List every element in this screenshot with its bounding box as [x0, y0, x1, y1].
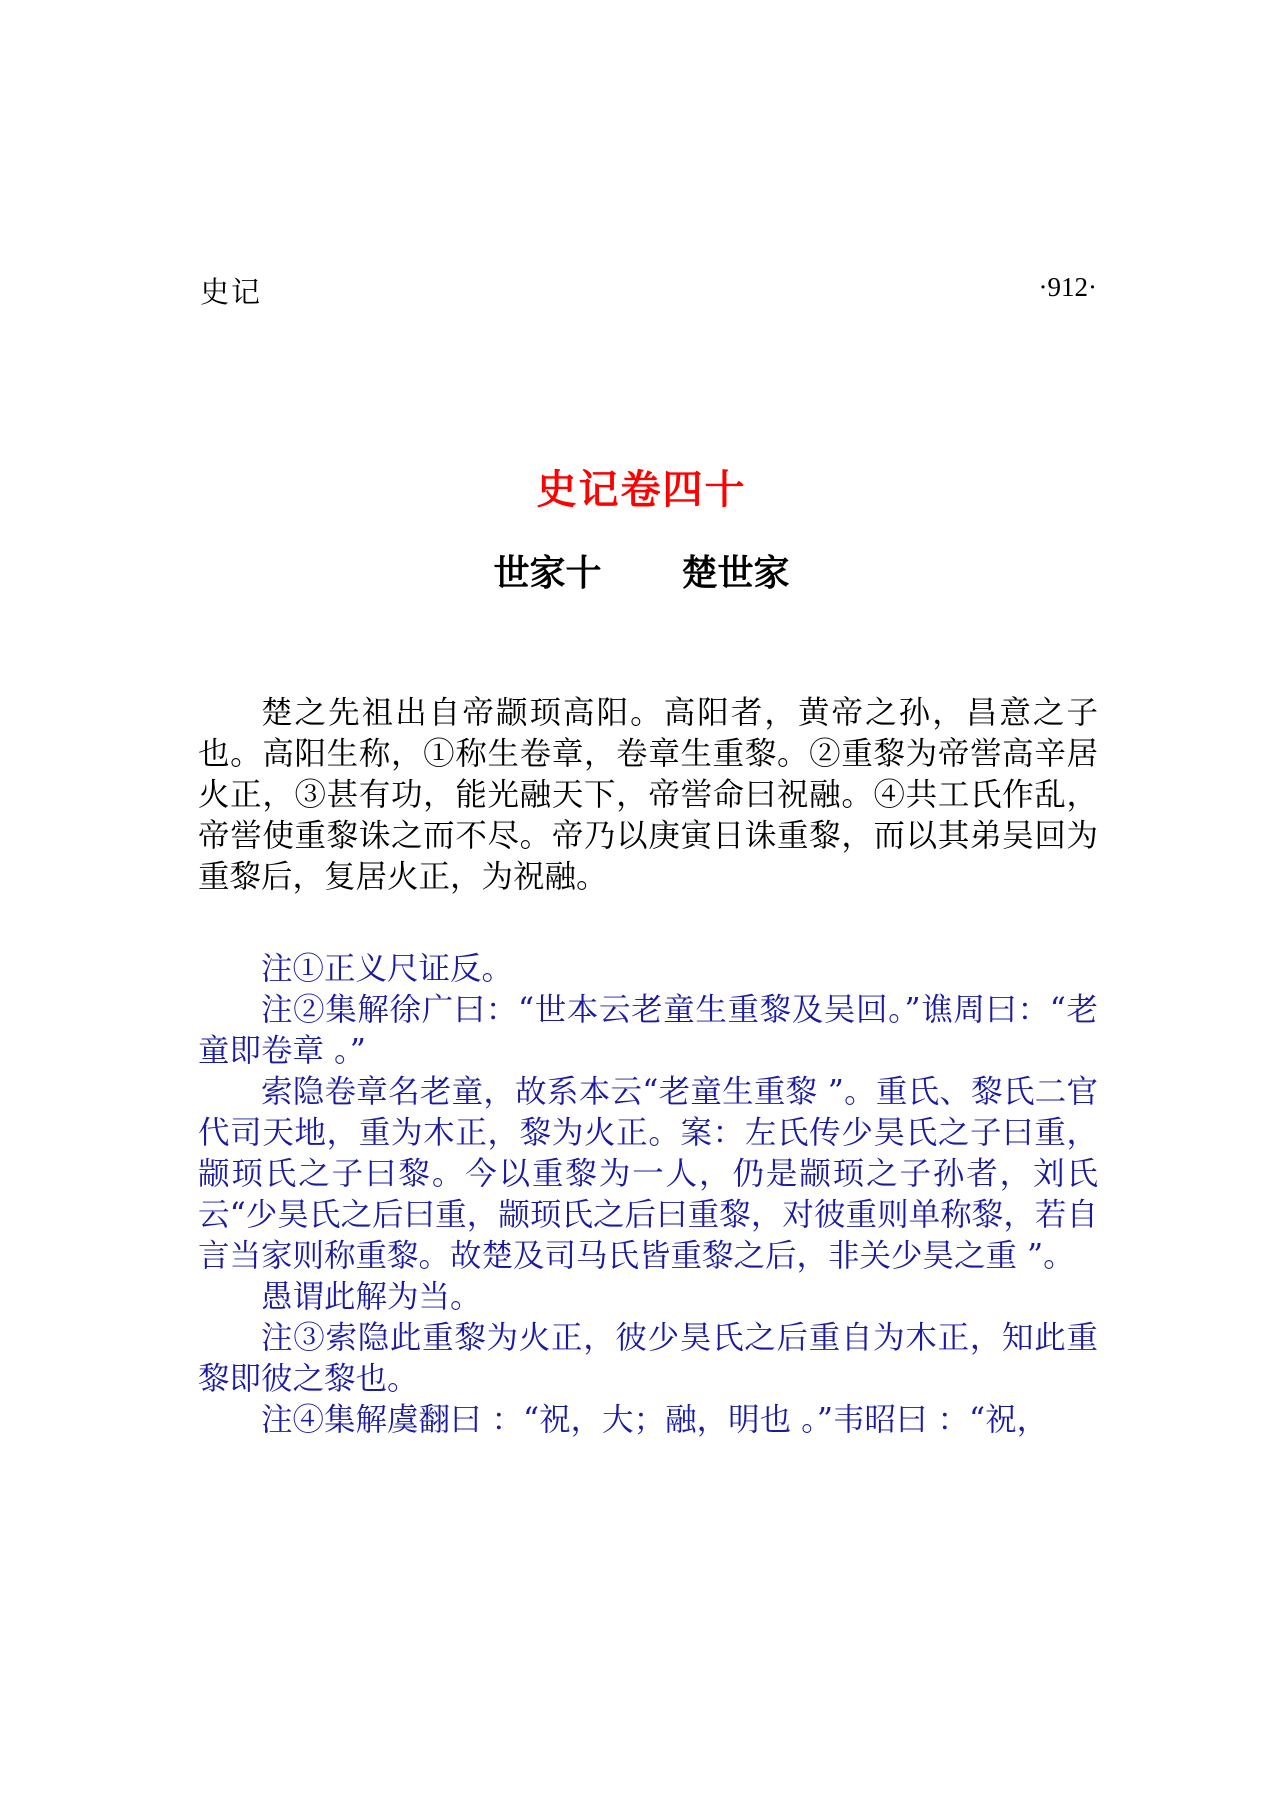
chapter-title: 楚世家	[681, 553, 790, 594]
notes-section	[198, 949, 1098, 1441]
main-paragraph: 楚之先祖出自帝颛顼高阳。高阳者，黄帝之孙，昌意之子也。高阳生称，①称生卷章，卷章生重黎。②重黎为帝喾高辛居火正，③甚有功，能光融天下，帝喾命曰祝融。④共工氏作乱，帝喾使重黎诛之而不尽。帝乃以庚寅日诛重黎，而以其弟吴回为重黎后，复居火正，为祝融。	[198, 695, 1098, 895]
running-head-title: 史记	[200, 275, 263, 309]
note-3: 注③索隐此重黎为火正，彼少昊氏之后重自为木正，知此重黎即彼之黎也。	[198, 1320, 1098, 1397]
note-4: 注④集解虞翻曰 ：“祝，大；融，明也 。”韦昭曰 ：“祝，	[261, 1402, 1049, 1438]
main-text	[198, 693, 1098, 898]
note-2: 注②集解徐广曰：“世本云老童生重黎及吴回。”谯周曰：“老童即卷章 。”	[198, 992, 1098, 1069]
note-2-commentary: 索隐卷章名老童，故系本云“老童生重黎 ”。重氏、黎氏二官代司天地，重为木正，黎为火正。案：左氏传少昊氏之子曰重，颛顼氏之子曰黎。今以重黎为一人，仍是颛顼之子孙者，刘氏云“少昊氏之后曰重，颛顼氏之后曰重黎，对彼重则单称黎，若自言当家则称重黎。故楚及司马氏皆重黎之后，非关少昊之重 ”。	[198, 1074, 1098, 1274]
section-label: 世家十	[493, 553, 602, 594]
chapter-heading	[0, 545, 1283, 596]
volume-title: 史记卷四十	[536, 467, 747, 513]
editor-remark: 愚谓此解为当。	[261, 1279, 482, 1315]
page-number: ·912·	[1038, 272, 1097, 302]
note-1: 注①正义尺证反。	[261, 951, 514, 987]
